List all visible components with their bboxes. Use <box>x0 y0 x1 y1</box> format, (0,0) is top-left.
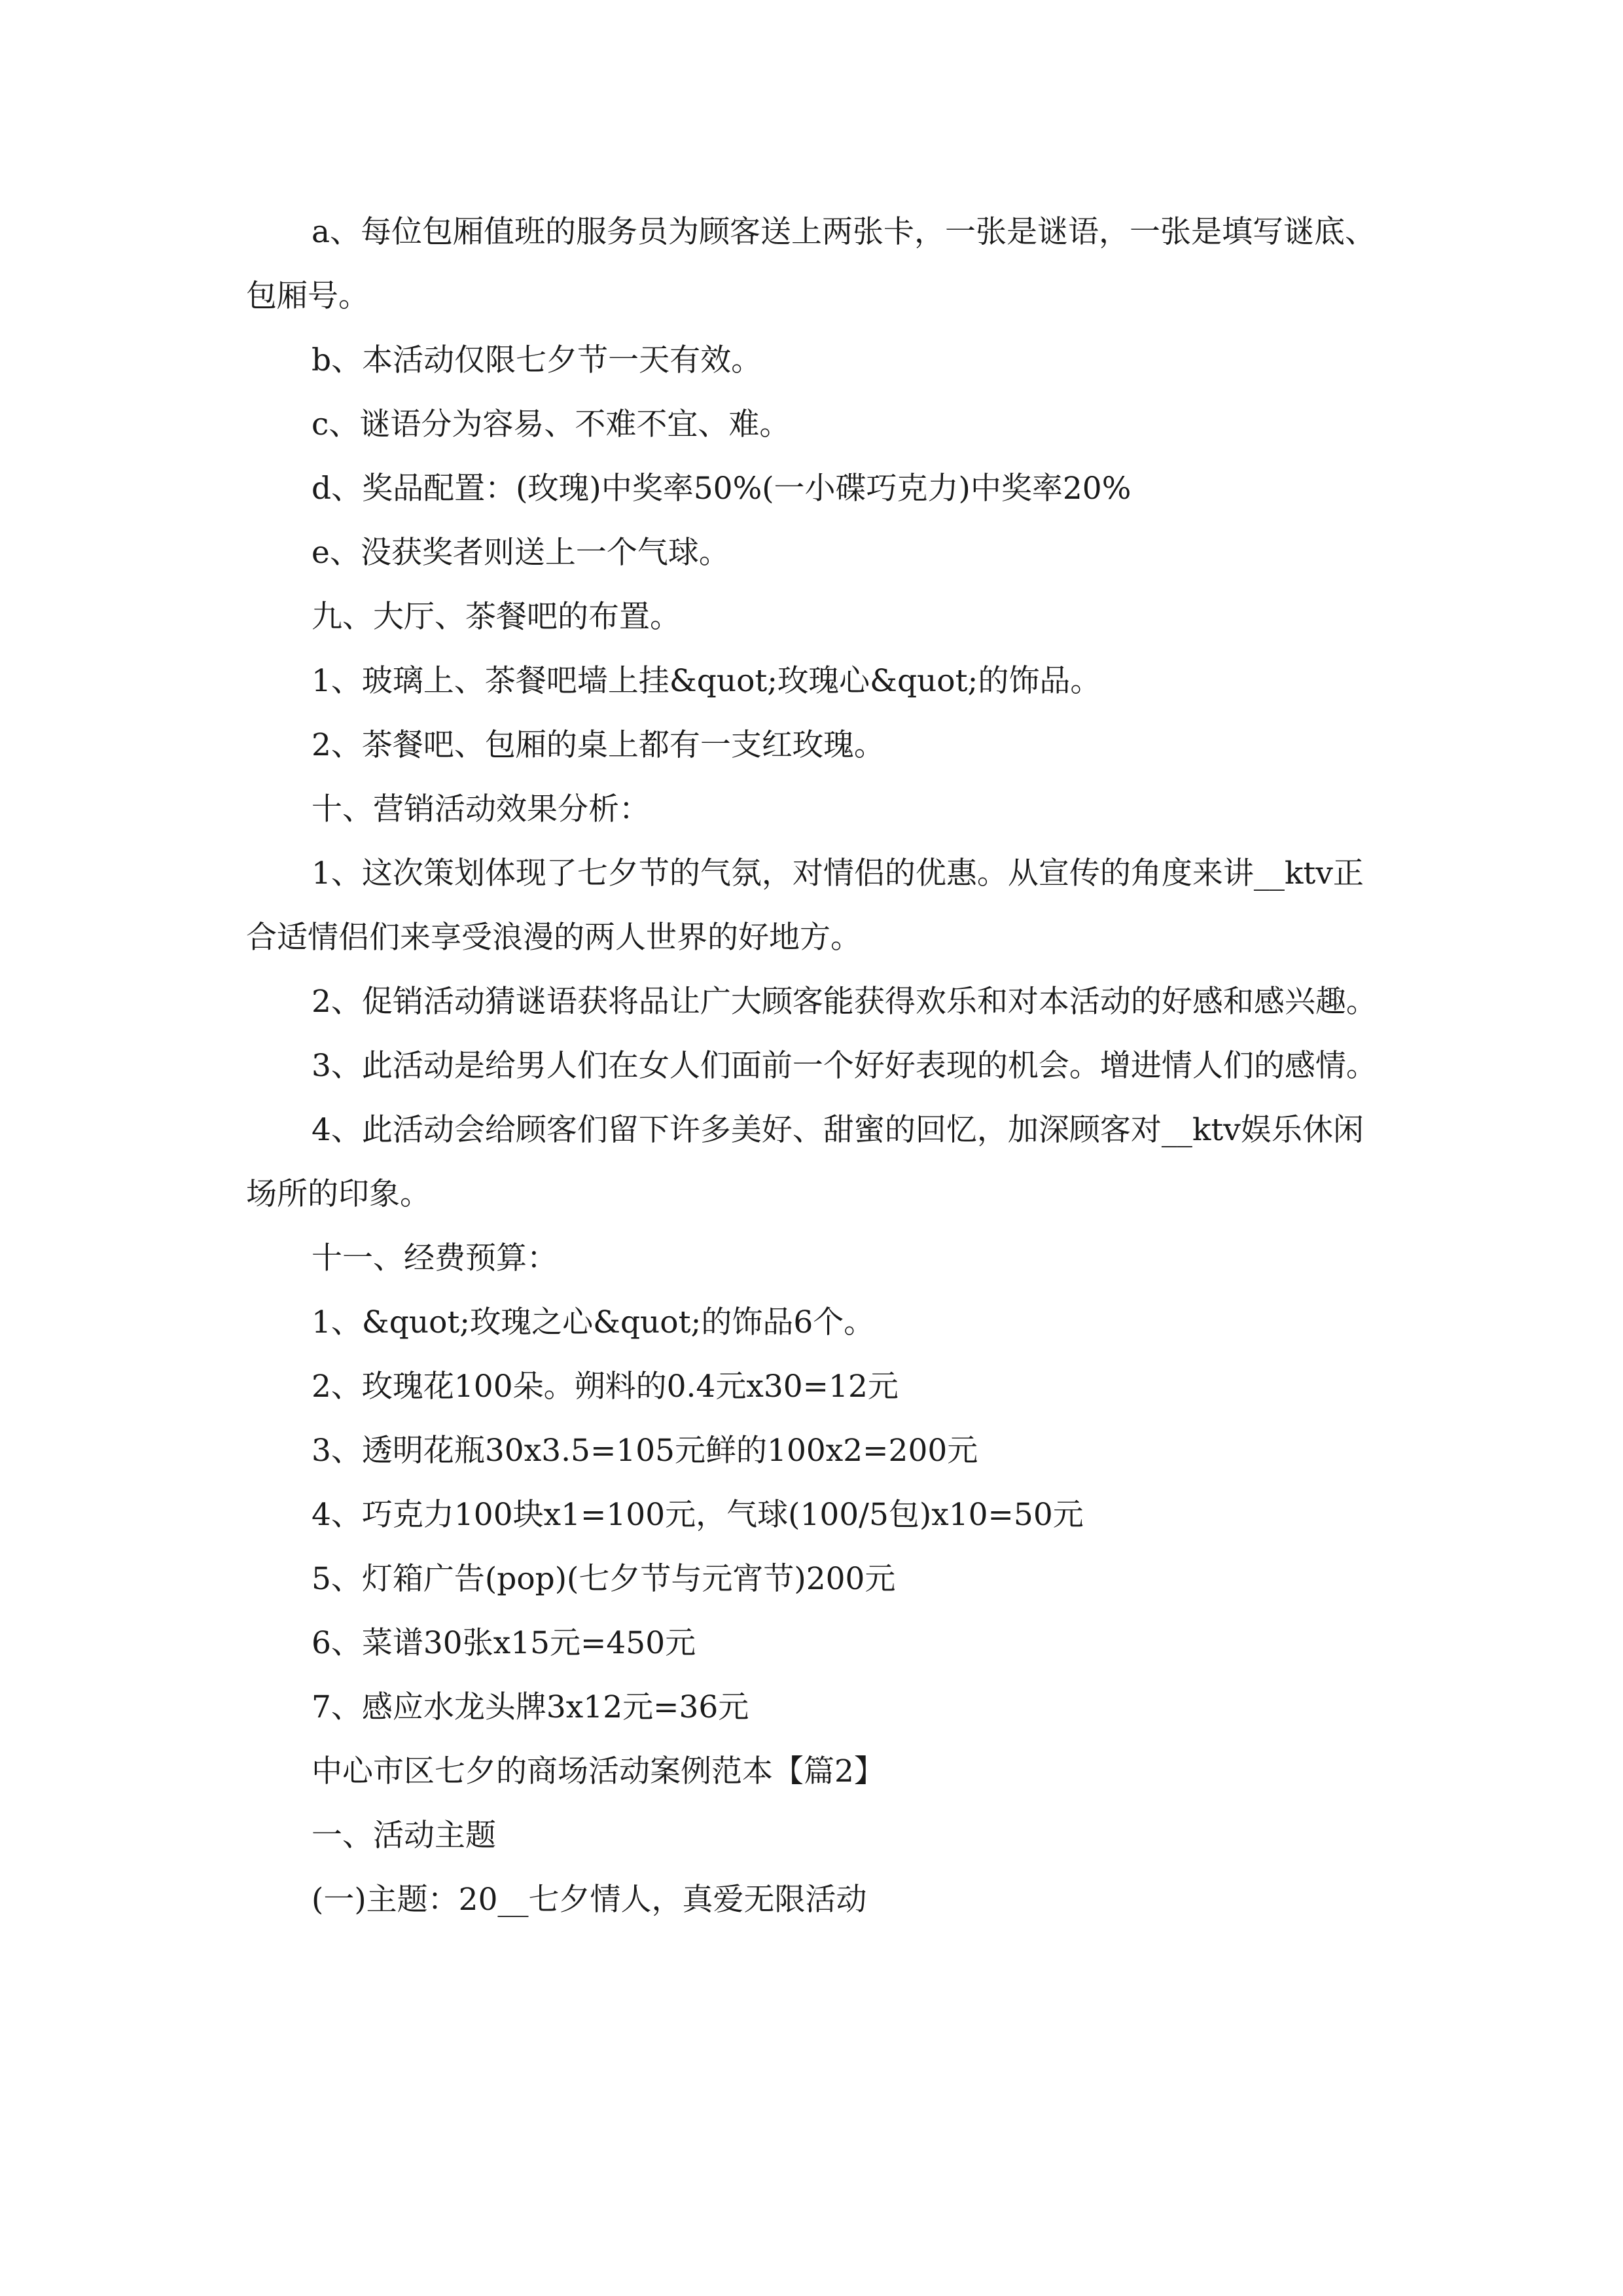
budget-item-3: 3、透明花瓶30x3.5=105元鲜的100x2=200元 <box>312 1433 978 1469</box>
section-heading-11: 十一、经费预算： <box>312 1240 558 1276</box>
paragraph-item-d: d、奖品配置：(玫瑰)中奖率50%(一小碟巧克力)中奖率20% <box>312 471 1132 507</box>
paragraph-10-2: 2、促销活动猜谜语获将品让广大顾客能获得欢乐和对本活动的好感和感兴趣。 <box>312 984 1377 1020</box>
budget-item-6: 6、菜谱30张x15元=450元 <box>312 1625 696 1661</box>
section-heading-10: 十、营销活动效果分析： <box>312 791 650 827</box>
paragraph-10-3: 3、此活动是给男人们在女人们面前一个好好表现的机会。增进情人们的感情。 <box>312 1048 1377 1084</box>
budget-item-2: 2、玫瑰花100朵。朔料的0.4元x30=12元 <box>312 1369 899 1405</box>
document-body <box>246 200 1378 1932</box>
paragraph-item-b: b、本活动仅限七夕节一天有效。 <box>312 342 762 378</box>
budget-item-4: 4、巧克力100块x1=100元，气球(100/5包)x10=50元 <box>312 1497 1084 1533</box>
paragraph-item-e: e、没获奖者则送上一个气球。 <box>312 535 730 571</box>
section-heading-9: 九、大厅、茶餐吧的布置。 <box>312 599 681 635</box>
budget-item-7: 7、感应水龙头牌3x12元=36元 <box>312 1689 749 1725</box>
budget-item-5: 5、灯箱广告(pop)(七夕节与元宵节)200元 <box>312 1561 896 1597</box>
paragraph-10-1: 1、这次策划体现了七夕节的气氛，对情侣的优惠。从宣传的角度来讲__ktv正合适情侣们来享受浪漫的两人世界的好地方。 <box>246 855 1364 956</box>
paragraph-9-2: 2、茶餐吧、包厢的桌上都有一支红玫瑰。 <box>312 727 885 763</box>
paragraph-10-4: 4、此活动会给顾客们留下许多美好、甜蜜的回忆，加深顾客对__ktv娱乐休闲场所的印象。 <box>246 1112 1364 1212</box>
budget-item-1: 1、&quot;玫瑰之心&quot;的饰品6个。 <box>312 1304 875 1340</box>
paragraph-item-a: a、每位包厢值班的服务员为顾客送上两张卡，一张是谜语，一张是填写谜底、包厢号。 <box>246 214 1376 314</box>
paragraph-item-c: c、谜语分为容易、不难不宜、难。 <box>312 406 791 442</box>
theme-line: (一)主题：20__七夕情人，真爱无限活动 <box>312 1882 867 1918</box>
section-heading-1: 一、活动主题 <box>312 1818 496 1854</box>
article-title-part-2: 中心市区七夕的商场活动案例范本【篇2】 <box>312 1753 885 1789</box>
paragraph-9-1: 1、玻璃上、茶餐吧墙上挂&quot;玫瑰心&quot;的饰品。 <box>312 663 1101 699</box>
